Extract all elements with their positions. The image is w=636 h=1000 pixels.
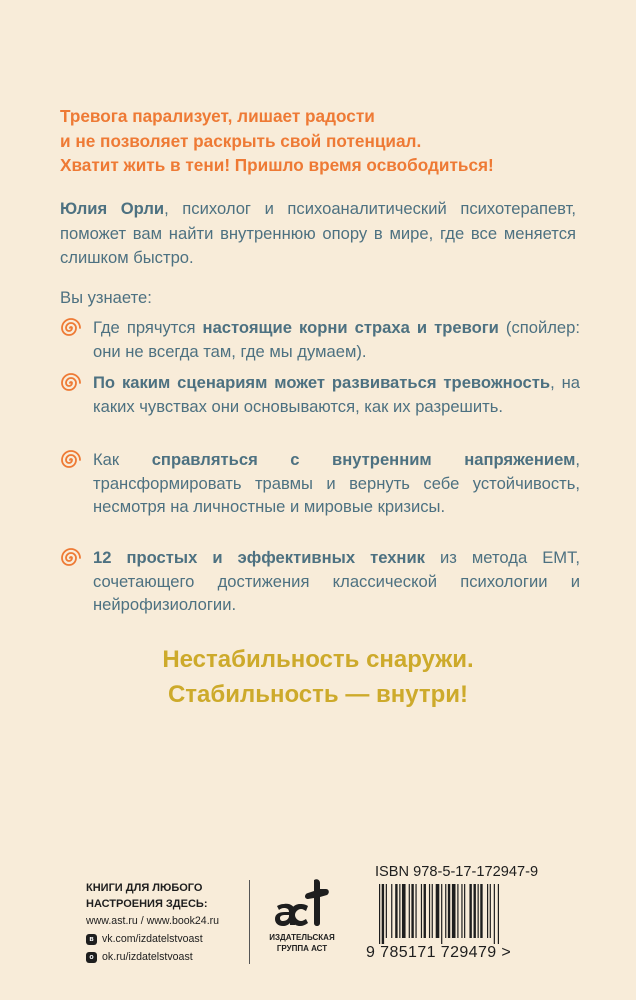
slogan-line-1: Нестабильность снаружи.	[162, 646, 474, 673]
vk-link[interactable]: в vk.com/izdatelstvoast	[86, 930, 246, 948]
tagline-line-1: Тревога парализует, лишает радости	[60, 106, 375, 126]
barcode-bar	[474, 884, 476, 938]
barcode-bar	[490, 884, 491, 938]
barcode-bar	[411, 884, 413, 938]
learn-label: Вы узнаете:	[60, 288, 152, 307]
barcode-bar	[415, 884, 416, 938]
barcode-bar	[432, 884, 433, 938]
ok-link[interactable]: о ok.ru/izdatelstvoast	[86, 948, 246, 966]
website-links[interactable]: www.ast.ru / www.book24.ru	[86, 915, 220, 927]
footer-links	[86, 880, 246, 966]
barcode-bar	[498, 884, 499, 944]
barcode-bar	[379, 884, 380, 944]
slogan-line-2: Стабильность — внутри!	[167, 681, 469, 708]
barcode-bar	[424, 884, 426, 938]
tagline-line-3: Хватит жить в тени! Пришло время освободиться!	[60, 155, 494, 175]
barcode-bar	[436, 884, 440, 938]
barcode-digits: 9 785171 729479 >	[366, 944, 512, 961]
vk-icon: в	[86, 934, 97, 945]
barcode-bar	[480, 884, 482, 938]
ast-logo-icon	[270, 876, 334, 932]
barcode-bar	[448, 884, 450, 938]
divider	[249, 880, 250, 964]
barcode-bar	[386, 884, 387, 938]
list-item-text: 12 простых и эффективных техник из метода ЕМТ, сочетающего достижения классической психологии и нейрофизиологии.	[93, 548, 581, 614]
author-description	[60, 197, 576, 271]
barcode-bar	[452, 884, 456, 938]
publisher-name: ИЗДАТЕЛЬСКАЯ ГРУППА АСТ	[269, 933, 335, 953]
tagline	[60, 104, 600, 178]
barcode-bar	[487, 884, 488, 938]
barcode-bar	[461, 884, 462, 938]
barcode-bar	[441, 884, 442, 944]
spiral-bullet-icon	[60, 317, 82, 339]
author-text: , психолог и психоаналитический психотерапевт, поможет вам найти внутреннюю опору в мире, где все меняется слишком быстро.	[60, 199, 576, 267]
list-item-text: Как справляться с внутренним напряжением, трансформировать травмы и вернуть себе устойчивость, несмотря на личностные и мировые кризисы.	[93, 450, 580, 516]
barcode-bar	[494, 884, 495, 944]
barcode-bar	[409, 884, 410, 938]
isbn-label: ISBN 978-5-17-172947-9	[375, 864, 539, 880]
barcode-bar	[429, 884, 430, 938]
barcode-bar	[395, 884, 397, 938]
barcode-bar	[421, 884, 422, 938]
list-item-text: Где прячутся настоящие корни страха и тревоги (спойлер: они не всегда там, где мы думаем).	[93, 318, 580, 361]
tagline-line-2: и не позволяет раскрыть свой потенциал.	[60, 130, 422, 151]
author-name: Юлия Орли	[60, 199, 165, 218]
barcode-bar	[391, 884, 392, 938]
list-item-text: По каким сценариям может развиваться тревожность, на каких чувствах они основываются, как их разрешить.	[93, 373, 581, 416]
spiral-bullet-icon	[60, 372, 82, 394]
publisher-logo-block	[256, 876, 348, 954]
spiral-bullet-icon	[60, 547, 82, 569]
barcode-bar	[399, 884, 400, 938]
barcode-bar	[457, 884, 458, 938]
slogan	[0, 642, 636, 712]
barcode-bar	[469, 884, 471, 938]
barcode-bar	[478, 884, 479, 938]
barcode	[377, 884, 537, 944]
promo-text: КНИГИ ДЛЯ ЛЮБОГО НАСТРОЕНИЯ ЗДЕСЬ:	[86, 882, 208, 910]
barcode-bar	[382, 884, 384, 944]
barcode-bar	[402, 884, 406, 938]
ok-icon: о	[86, 952, 97, 963]
barcode-bar	[445, 884, 446, 938]
barcode-bar	[464, 884, 465, 938]
spiral-bullet-icon	[60, 449, 82, 471]
